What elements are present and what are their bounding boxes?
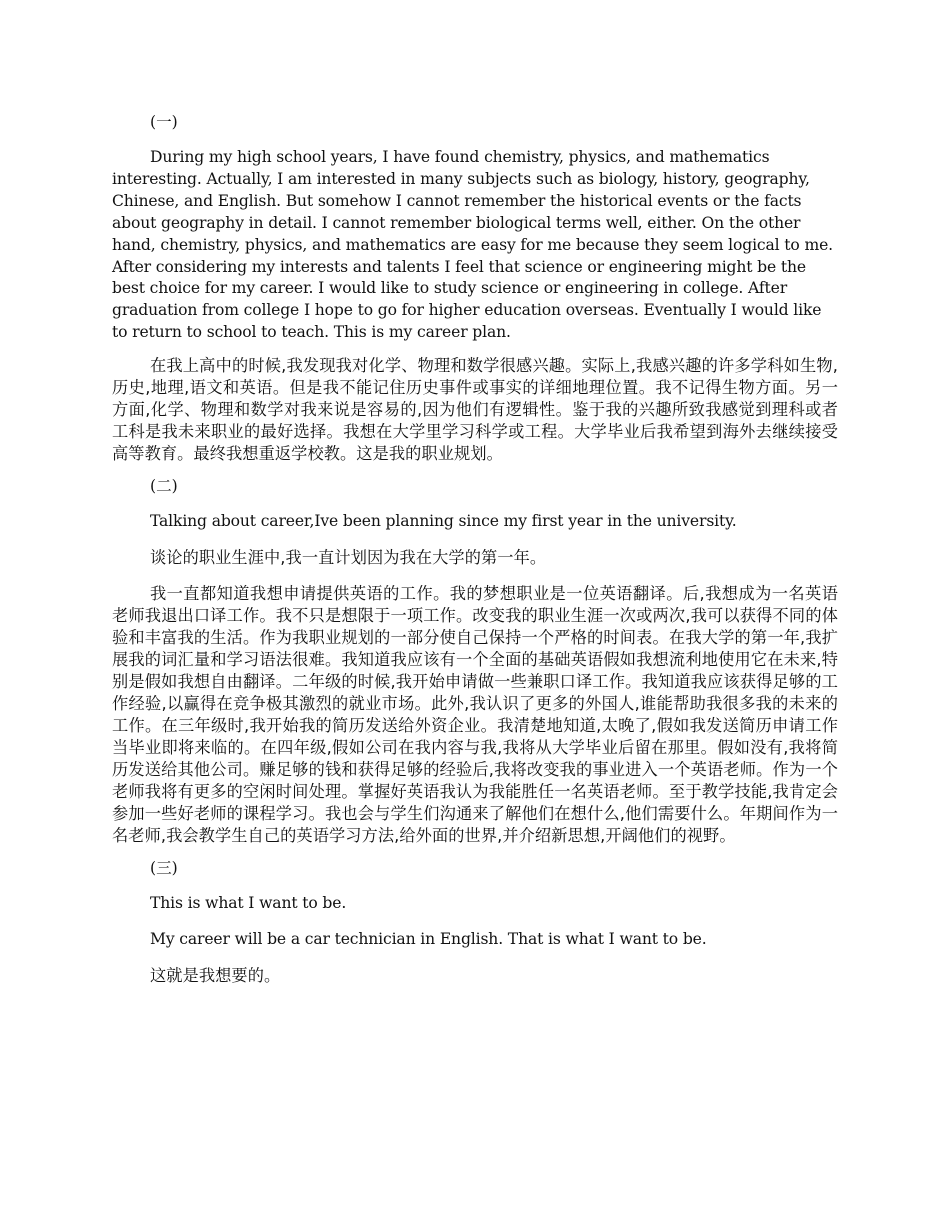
section-1-chinese-paragraph: 在我上高中的时候,我发现我对化学、物理和数学很感兴趣。实际上,我感兴趣的许多学科如生物,历史,地理,语文和英语。但是我不能记住历史事件或事实的详细地理位置。我不记得生物方面。另一方面,化学、物理和数学对我来说是容易的,因为他们有逻辑性。鉴于我的兴趣所致我感觉到理科或者工科是我未来职业的最好选择。我想在大学里学习科学或工程。大学毕业后我希望到海外去继续接受高等教育。最终我想重返学校教。这是我的职业规划。 bbox=[112, 356, 838, 464]
section-1-english-paragraph: During my high school years, I have found chemistry, physics, and mathematics interesting. Actually, I am interested in many subjects such as biology, history, geography, Chinese, and English. But somehow I cannot remember the historical events or the facts about geography in detail. I cannot remember biological terms well, either. On the other hand, chemistry, physics, and mathematics are easy for me because they seem logical to me. After considering my interests and talents I feel that science or engineering might be the best choice for my career. I would like to study science or engineering in college. After graduation from college I hope to go for higher education overseas. Eventually I would like to return to school to teach. This is my career plan. bbox=[112, 148, 833, 342]
section-2-english-line: Talking about career,Ive been planning since my first year in the university. bbox=[150, 512, 737, 531]
section-2-chinese-paragraph: 我一直都知道我想申请提供英语的工作。我的梦想职业是一位英语翻译。后,我想成为一名英语老师我退出口译工作。我不只是想限于一项工作。改变我的职业生涯一次或两次,我可以获得不同的体验和丰富我的生活。作为我职业规划的一部分使自己保持一个严格的时间表。在我大学的第一年,我扩展我的词汇量和学习语法很难。我知道我应该有一个全面的基础英语假如我想流利地使用它在未来,特别是假如我想自由翻译。二年级的时候,我开始申请做一些兼职口译工作。我知道我应该获得足够的工作经验,以赢得在竞争极其激烈的就业市场。此外,我认识了更多的外国人,谁能帮助我很多我的未来的工作。在三年级时,我开始我的简历发送给外资企业。我清楚地知道,太晚了,假如我发送简历申请工作当毕业即将来临的。在四年级,假如公司在我内容与我,我将从大学毕业后留在那里。假如没有,我将简历发送给其他公司。赚足够的钱和获得足够的经验后,我将改变我的事业进入一个英语老师。作为一个老师我将有更多的空闲时间处理。掌握好英语我认为我能胜任一名英语老师。至于教学技能,我肯定会参加一些好老师的课程学习。我也会与学生们沟通来了解他们在想什么,他们需要什么。年期间作为一名老师,我会教学生自己的英语学习方法,给外面的世界,并介绍新思想,开阔他们的视野。 bbox=[112, 584, 838, 846]
section-3-chinese-line: 这就是我想要的。 bbox=[150, 965, 281, 985]
section-heading-3: (三) bbox=[150, 859, 178, 878]
section-heading-1: (一) bbox=[150, 113, 178, 131]
document-page bbox=[112, 112, 838, 1001]
section-heading-2: (二) bbox=[150, 477, 178, 496]
section-3-english-line-1: This is what I want to be. bbox=[150, 894, 347, 913]
section-3-english-line-2: My career will be a car technician in English. That is what I want to be. bbox=[150, 929, 707, 948]
section-2-chinese-line: 谈论的职业生涯中,我一直计划因为我在大学的第一年。 bbox=[150, 548, 547, 568]
